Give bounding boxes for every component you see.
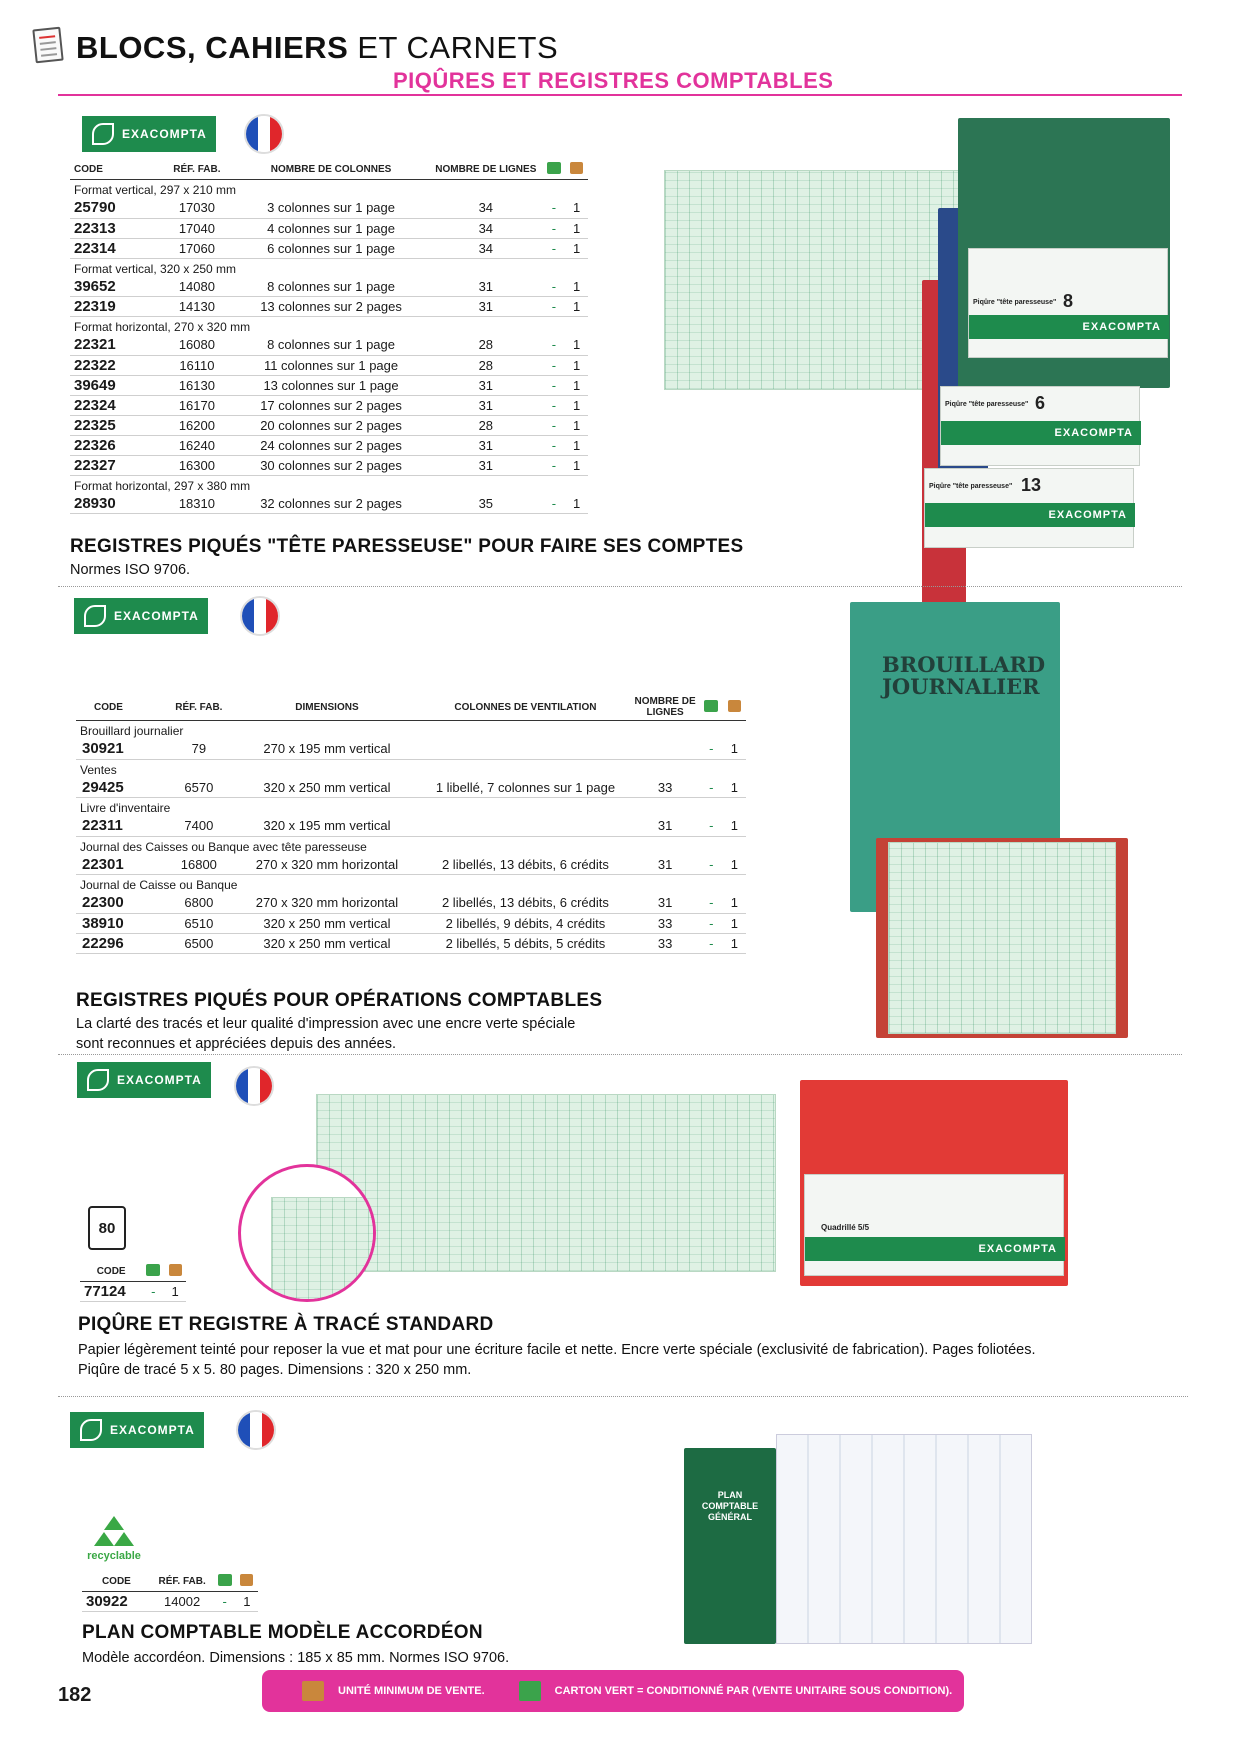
product-ref: 18310 [161, 494, 233, 514]
product-ref: 6800 [164, 893, 233, 913]
page-title: BLOCS, CAHIERS ET CARNETS [76, 30, 559, 65]
france-flag-icon [244, 114, 284, 154]
col-ref: RÉF. FAB. [164, 694, 233, 721]
section3-red-register [800, 1080, 1068, 1286]
product-code: 38910 [76, 913, 164, 933]
ventilation-columns [420, 816, 630, 836]
group-row [70, 317, 588, 336]
group-label: Journal des Caisses ou Banque avec tête paresseuse [80, 839, 367, 854]
section2-table [76, 694, 746, 954]
product-ref: 17030 [161, 198, 233, 218]
lines-count: 31 [630, 816, 699, 836]
table-row [70, 415, 588, 435]
section1-desc: Normes ISO 9706. [70, 562, 191, 578]
group-label: Journal de Caisse ou Banque [80, 878, 238, 892]
columns-count: 24 colonnes sur 2 pages [233, 435, 429, 455]
ventilation-columns: 2 libellés, 5 débits, 5 crédits [420, 933, 630, 953]
leaf-icon [92, 123, 114, 145]
exacompta-logo: EXACOMPTA [74, 598, 208, 634]
product-ref: 17060 [161, 238, 233, 258]
lines-count: 31 [630, 893, 699, 913]
min-qty: 1 [565, 415, 588, 435]
table-row [70, 435, 588, 455]
table-row [70, 395, 588, 415]
carton-value: - [700, 816, 723, 836]
table-row [76, 933, 746, 953]
columns-count: 11 colonnes sur 1 page [233, 355, 429, 375]
product-code: 22296 [76, 933, 164, 953]
product-code: 22324 [70, 395, 161, 415]
table-row [70, 455, 588, 475]
product-ref: 16170 [161, 395, 233, 415]
carton-value: - [543, 218, 566, 238]
columns-count: 8 colonnes sur 1 page [233, 277, 429, 297]
leaf-icon [84, 605, 106, 627]
dimensions: 320 x 250 mm vertical [234, 933, 421, 953]
min-qty: 1 [723, 913, 746, 933]
section3-desc-1: Papier légèrement teinté pour reposer la vue et mat pour une écriture facile et nette. Encre verte spéciale (exclusivité de fabrication). Pages foliotées. [78, 1342, 1036, 1358]
lines-count: 34 [429, 198, 543, 218]
table-row [70, 238, 588, 258]
label-13: Piqûre "tête paresseuse" 13 EXACOMPTA [924, 468, 1134, 548]
section3-label: Quadrillé 5/5 EXACOMPTA [804, 1174, 1064, 1276]
table-row [76, 778, 746, 798]
page-subtitle: PIQÛRES ET REGISTRES COMPTABLES [393, 68, 834, 93]
carton-value: - [700, 893, 723, 913]
product-ref: 16200 [161, 415, 233, 435]
lines-count: 28 [429, 335, 543, 355]
group-label: Format vertical, 320 x 250 mm [74, 261, 237, 276]
group-row [76, 836, 746, 855]
france-flag-icon [236, 1410, 276, 1450]
label-8: Piqûre "tête paresseuse" 8 EXACOMPTA [968, 248, 1168, 358]
carton-value: - [543, 375, 566, 395]
product-code: 22325 [70, 415, 161, 435]
product-code: 39652 [70, 277, 161, 297]
min-qty: 1 [565, 435, 588, 455]
product-ref: 17040 [161, 218, 233, 238]
product-ref: 14002 [151, 1592, 214, 1612]
product-code: 77124 [80, 1282, 142, 1302]
product-code: 22301 [76, 855, 164, 875]
group-row [70, 258, 588, 277]
product-ref: 6510 [164, 913, 233, 933]
min-qty: 1 [565, 375, 588, 395]
product-ref: 7400 [164, 816, 233, 836]
min-qty: 1 [565, 355, 588, 375]
columns-count: 17 colonnes sur 2 pages [233, 395, 429, 415]
section2-product-image [846, 602, 1136, 1042]
product-code: 22311 [76, 816, 164, 836]
lines-count: 34 [429, 218, 543, 238]
table-row [70, 355, 588, 375]
green-carton-icon [213, 1572, 235, 1592]
lines-count: 31 [429, 455, 543, 475]
section2-desc-1: La clarté des tracés et leur qualité d'impression avec une encre verte spéciale [76, 1016, 576, 1032]
product-ref: 16800 [164, 855, 233, 875]
lines-count: 34 [429, 238, 543, 258]
ventilation-columns [420, 739, 630, 759]
columns-count: 30 colonnes sur 2 pages [233, 455, 429, 475]
columns-count: 8 colonnes sur 1 page [233, 335, 429, 355]
ventilation-columns: 2 libellés, 13 débits, 6 crédits [420, 855, 630, 875]
min-qty: 1 [236, 1592, 258, 1612]
min-qty: 1 [723, 739, 746, 759]
group-label: Livre d'inventaire [80, 801, 171, 815]
min-qty: 1 [565, 455, 588, 475]
table-row [70, 198, 588, 218]
product-code: 29425 [76, 778, 164, 798]
col-code: CODE [82, 1572, 151, 1592]
section3-desc-2: Piqûre de tracé 5 x 5. 80 pages. Dimensions : 320 x 250 mm. [78, 1362, 472, 1378]
col-cols: NOMBRE DE COLONNES [233, 160, 429, 180]
col-ref: RÉF. FAB. [161, 160, 233, 180]
carton-value: - [700, 913, 723, 933]
product-code: 22327 [70, 455, 161, 475]
recyclable-badge: recyclable [84, 1516, 144, 1562]
table-row [70, 218, 588, 238]
lines-count: 31 [429, 277, 543, 297]
section4-title: PLAN COMPTABLE MODÈLE ACCORDÉON [82, 1622, 483, 1643]
notebook-icon [32, 27, 63, 64]
section1-title: REGISTRES PIQUÉS "TÊTE PARESSEUSE" POUR FAIRE SES COMPTES [70, 536, 744, 557]
recycle-icon [94, 1516, 134, 1550]
product-ref: 16110 [161, 355, 233, 375]
product-ref: 16300 [161, 455, 233, 475]
product-ref: 16080 [161, 335, 233, 355]
group-label: Brouillard journalier [80, 724, 184, 738]
min-qty: 1 [723, 778, 746, 798]
lines-count: 28 [429, 415, 543, 435]
min-qty: 1 [565, 335, 588, 355]
product-ref: 16130 [161, 375, 233, 395]
zoom-circle [238, 1164, 376, 1302]
carton-value: - [543, 198, 566, 218]
group-label: Format vertical, 297 x 210 mm [74, 183, 237, 197]
france-flag-icon [234, 1066, 274, 1106]
open-register [876, 838, 1128, 1038]
min-qty: 1 [723, 816, 746, 836]
table-row [70, 297, 588, 317]
product-code: 30921 [76, 739, 164, 759]
box-icon [164, 1262, 186, 1282]
exacompta-logo: EXACOMPTA [82, 116, 216, 152]
ventilation-columns: 1 libellé, 7 colonnes sur 1 page [420, 778, 630, 798]
dimensions: 320 x 195 mm vertical [234, 816, 421, 836]
product-code: 22319 [70, 297, 161, 317]
min-qty: 1 [565, 395, 588, 415]
min-qty: 1 [565, 198, 588, 218]
col-code: CODE [70, 160, 161, 180]
header-rule [58, 94, 1182, 96]
open-ledger [664, 170, 964, 390]
min-qty: 1 [164, 1282, 186, 1302]
box-icon [723, 694, 746, 721]
carton-value: - [543, 297, 566, 317]
exacompta-logo: EXACOMPTA [77, 1062, 211, 1098]
lines-count: 28 [429, 355, 543, 375]
group-row [70, 180, 588, 199]
section2-title: REGISTRES PIQUÉS POUR OPÉRATIONS COMPTABLES [76, 990, 603, 1011]
lines-count: 31 [429, 395, 543, 415]
box-icon [236, 1572, 258, 1592]
product-ref: 14080 [161, 277, 233, 297]
dimensions: 270 x 195 mm vertical [234, 739, 421, 759]
pages-count-badge: 80 [88, 1206, 126, 1250]
product-ref: 6570 [164, 778, 233, 798]
lines-count: 31 [429, 297, 543, 317]
box-icon [302, 1681, 324, 1701]
group-row [76, 798, 746, 817]
group-row [76, 759, 746, 778]
section1-table [70, 160, 588, 514]
green-carton-icon [519, 1681, 541, 1701]
table-row [76, 816, 746, 836]
carton-value: - [543, 395, 566, 415]
col-code: CODE [80, 1262, 142, 1282]
section2-desc-2: sont reconnues et appréciées depuis des années. [76, 1036, 397, 1052]
green-carton-icon [543, 160, 566, 180]
product-ref: 79 [164, 739, 233, 759]
france-flag-icon [240, 596, 280, 636]
table-row [70, 335, 588, 355]
dimensions: 270 x 320 mm horizontal [234, 855, 421, 875]
accordion-pages [776, 1434, 1032, 1644]
carton-value: - [543, 455, 566, 475]
product-ref: 6500 [164, 933, 233, 953]
col-code: CODE [76, 694, 164, 721]
table-row [76, 893, 746, 913]
ventilation-columns: 2 libellés, 9 débits, 4 crédits [420, 913, 630, 933]
section-divider [58, 1396, 1188, 1397]
col-vent: COLONNES DE VENTILATION [420, 694, 630, 721]
product-ref: 14130 [161, 297, 233, 317]
section3-title: PIQÛRE ET REGISTRE À TRACÉ STANDARD [78, 1314, 494, 1335]
min-qty: 1 [723, 893, 746, 913]
carton-value: - [700, 855, 723, 875]
brouillard-cover: BROUILLARD JOURNALIER [850, 602, 1060, 912]
legend-bar [262, 1670, 964, 1712]
dimensions: 270 x 320 mm horizontal [234, 893, 421, 913]
product-code: 30922 [82, 1592, 151, 1612]
product-code: 22321 [70, 335, 161, 355]
lines-count: 31 [429, 435, 543, 455]
lines-count: 35 [429, 494, 543, 514]
group-label: Format horizontal, 297 x 380 mm [74, 478, 251, 493]
columns-count: 3 colonnes sur 1 page [233, 198, 429, 218]
legend-min-unit: UNITÉ MINIMUM DE VENTE. [338, 1685, 485, 1697]
product-ref: 16240 [161, 435, 233, 455]
lines-count [630, 739, 699, 759]
columns-count: 13 colonnes sur 2 pages [233, 297, 429, 317]
lines-count: 31 [429, 375, 543, 395]
lines-count: 33 [630, 933, 699, 953]
col-dim: DIMENSIONS [234, 694, 421, 721]
dimensions: 320 x 250 mm vertical [234, 913, 421, 933]
carton-value: - [700, 739, 723, 759]
label-6: Piqûre "tête paresseuse" 6 EXACOMPTA [940, 386, 1140, 466]
lines-count: 33 [630, 778, 699, 798]
section1-product-image [662, 118, 1182, 548]
plan-comptable-cover: PLAN COMPTABLE GÉNÉRAL [684, 1448, 776, 1644]
leaf-icon [80, 1419, 102, 1441]
col-lines: NOMBRE DE LIGNES [630, 694, 699, 721]
green-carton-icon [700, 694, 723, 721]
product-code: 22300 [76, 893, 164, 913]
product-code: 22322 [70, 355, 161, 375]
box-icon [565, 160, 588, 180]
table-row [76, 913, 746, 933]
product-code: 22326 [70, 435, 161, 455]
columns-count: 32 colonnes sur 2 pages [233, 494, 429, 514]
section-divider [58, 586, 1182, 587]
exacompta-logo: EXACOMPTA [70, 1412, 204, 1448]
carton-value: - [213, 1592, 235, 1612]
table-row [82, 1592, 258, 1612]
columns-count: 6 colonnes sur 1 page [233, 238, 429, 258]
product-code: 39649 [70, 375, 161, 395]
carton-value: - [543, 435, 566, 455]
table-row [76, 739, 746, 759]
min-qty: 1 [565, 238, 588, 258]
table-row [70, 277, 588, 297]
carton-value: - [700, 933, 723, 953]
green-carton-icon [142, 1262, 164, 1282]
carton-value: - [543, 494, 566, 514]
min-qty: 1 [565, 297, 588, 317]
col-ref: RÉF. FAB. [151, 1572, 214, 1592]
dimensions: 320 x 250 mm vertical [234, 778, 421, 798]
product-code: 25790 [70, 198, 161, 218]
page-number: 182 [58, 1684, 92, 1706]
group-row [76, 875, 746, 894]
columns-count: 4 colonnes sur 1 page [233, 218, 429, 238]
carton-value: - [543, 415, 566, 435]
columns-count: 13 colonnes sur 1 page [233, 375, 429, 395]
table-row [76, 855, 746, 875]
section4-table [82, 1572, 258, 1612]
table-row [70, 375, 588, 395]
min-qty: 1 [565, 277, 588, 297]
col-lines: NOMBRE DE LIGNES [429, 160, 543, 180]
carton-value: - [700, 778, 723, 798]
section3-table [80, 1262, 186, 1302]
min-qty: 1 [565, 218, 588, 238]
section-divider [58, 1054, 1182, 1055]
section4-desc: Modèle accordéon. Dimensions : 185 x 85 mm. Normes ISO 9706. [82, 1650, 510, 1666]
group-label: Format horizontal, 270 x 320 mm [74, 320, 251, 334]
section4-accordion-image [684, 1434, 1036, 1646]
product-code: 28930 [70, 494, 161, 514]
carton-value: - [142, 1282, 164, 1302]
carton-value: - [543, 335, 566, 355]
group-row [70, 475, 588, 494]
product-code: 22313 [70, 218, 161, 238]
carton-value: - [543, 355, 566, 375]
leaf-icon [87, 1069, 109, 1091]
group-label: Ventes [80, 762, 117, 777]
columns-count: 20 colonnes sur 2 pages [233, 415, 429, 435]
product-code: 22314 [70, 238, 161, 258]
legend-green-carton: CARTON VERT = CONDITIONNÉ PAR (VENTE UNITAIRE SOUS CONDITION). [554, 1685, 953, 1697]
lines-count: 33 [630, 913, 699, 933]
min-qty: 1 [723, 933, 746, 953]
group-row [76, 721, 746, 740]
min-qty: 1 [723, 855, 746, 875]
min-qty: 1 [565, 494, 588, 514]
carton-value: - [543, 238, 566, 258]
table-row [70, 494, 588, 514]
lines-count: 31 [630, 855, 699, 875]
table-row [80, 1282, 186, 1302]
ventilation-columns: 2 libellés, 13 débits, 6 crédits [420, 893, 630, 913]
carton-value: - [543, 277, 566, 297]
section3-open-register [316, 1094, 776, 1272]
